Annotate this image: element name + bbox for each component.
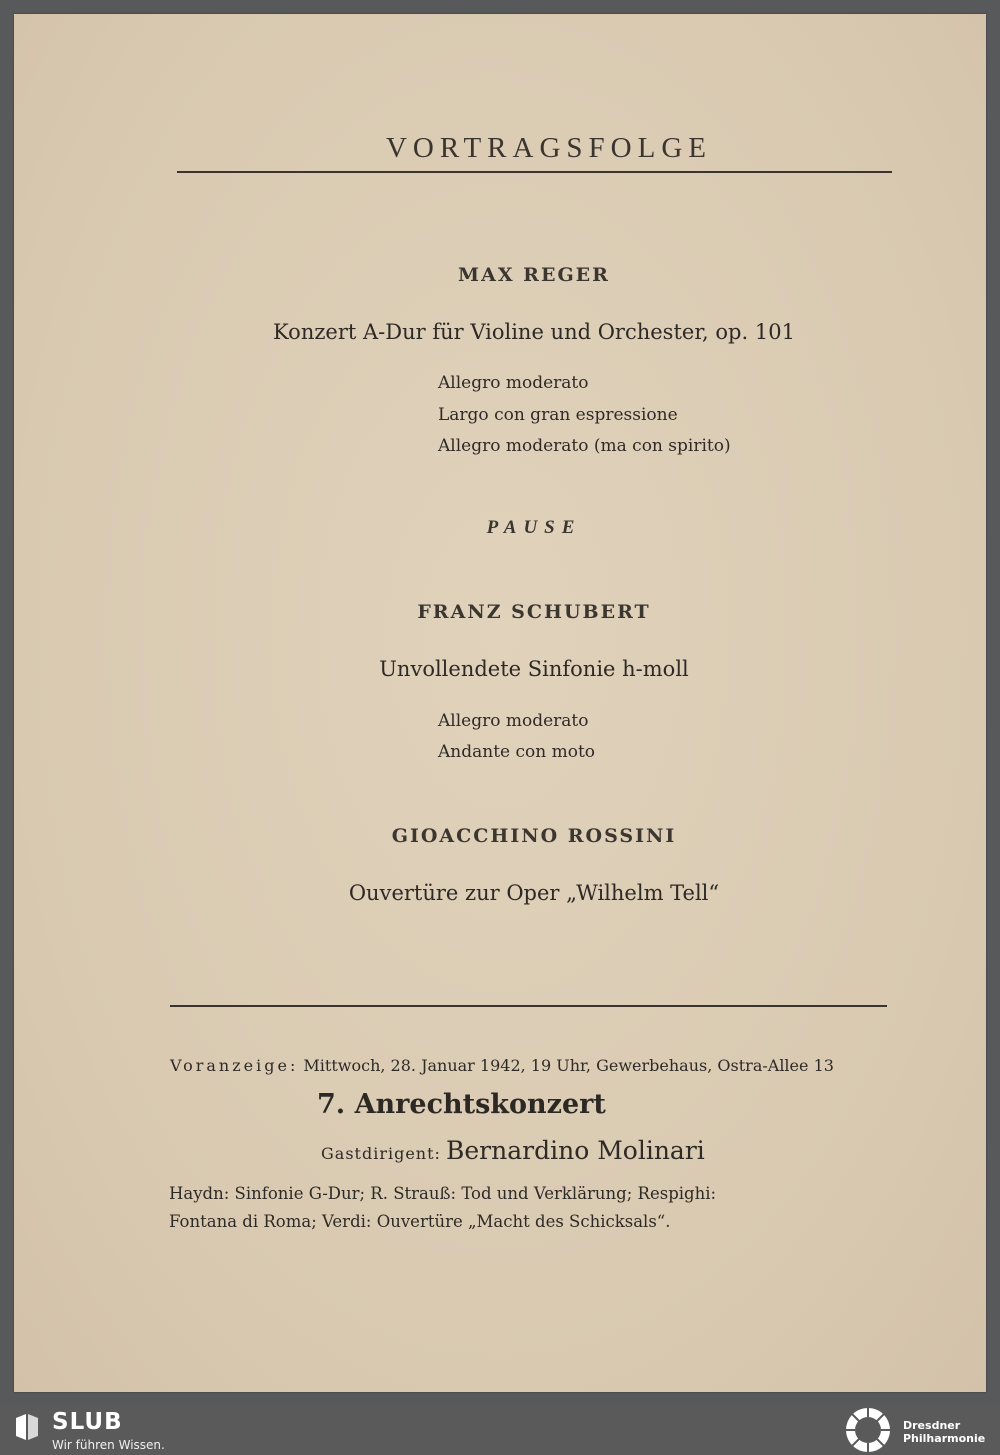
announcement-program-line2: Fontana di Roma; Verdi: Ouvertüre „Macht des Schicksals“. bbox=[169, 1212, 671, 1231]
concert-title: 7. Anrechtskonzert bbox=[317, 1089, 606, 1120]
movement-item: Largo con gran espressione bbox=[438, 405, 678, 425]
philharmonie-logo-text bbox=[903, 1419, 985, 1445]
composer-schubert: FRANZ SCHUBERT bbox=[417, 601, 651, 623]
movement-item: Allegro moderato bbox=[438, 373, 589, 393]
guest-conductor-label: Gastdirigent: bbox=[321, 1144, 441, 1163]
movement-item: Allegro moderato bbox=[438, 711, 589, 731]
movement-item: Andante con moto bbox=[438, 742, 596, 762]
slub-book-icon bbox=[14, 1412, 40, 1442]
slub-logo-text: SLUB bbox=[52, 1409, 123, 1435]
guest-conductor-line bbox=[321, 1136, 705, 1165]
top-divider bbox=[177, 171, 892, 173]
work-schubert: Unvollendete Sinfonie h-moll bbox=[379, 657, 689, 681]
announcement-line bbox=[170, 1056, 834, 1075]
announcement-details: Mittwoch, 28. Januar 1942, 19 Uhr, Gewerbehaus, Ostra-Allee 13 bbox=[303, 1056, 834, 1075]
program-title: VORTRAGSFOLGE bbox=[385, 132, 712, 164]
philharmonie-line1: Dresdner bbox=[903, 1419, 961, 1432]
philharmonie-line2: Philharmonie bbox=[903, 1432, 986, 1445]
composer-reger: MAX REGER bbox=[458, 264, 610, 286]
guest-conductor-name: Bernardino Molinari bbox=[446, 1136, 705, 1165]
composer-rossini: GIOACCHINO ROSSINI bbox=[391, 825, 677, 847]
work-rossini: Ouvertüre zur Oper „Wilhelm Tell“ bbox=[348, 881, 720, 905]
philharmonie-sunburst-icon bbox=[842, 1405, 894, 1455]
work-reger: Konzert A-Dur für Violine und Orchester, op. 101 bbox=[273, 320, 795, 344]
announcement-program-line1: Haydn: Sinfonie G-Dur; R. Strauß: Tod und Verklärung; Respighi: bbox=[169, 1184, 717, 1203]
pause-label: PAUSE bbox=[486, 517, 582, 538]
movement-item: Allegro moderato (ma con spirito) bbox=[438, 436, 731, 456]
bottom-divider bbox=[170, 1005, 887, 1007]
program-sheet bbox=[14, 14, 986, 1392]
announcement-label: Voranzeige: bbox=[170, 1056, 299, 1075]
slub-tagline: Wir führen Wissen. bbox=[52, 1438, 165, 1452]
